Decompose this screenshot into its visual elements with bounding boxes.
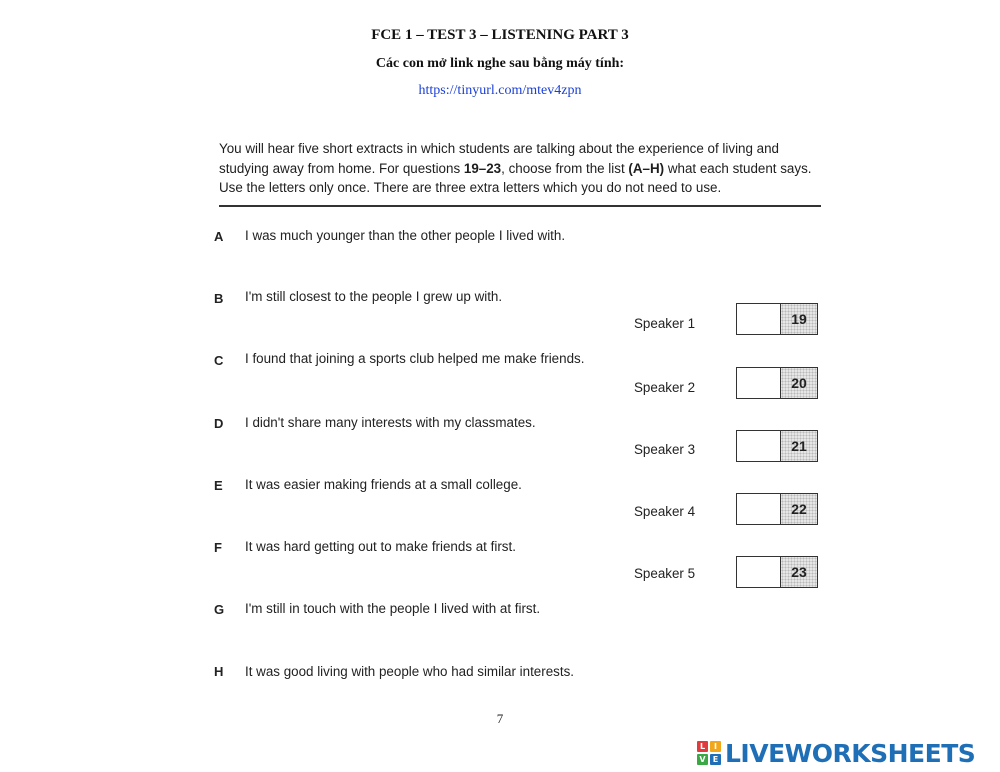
question-range: 19–23 [463, 160, 502, 176]
option-letter-h: H [214, 664, 224, 679]
option-letter-a: A [214, 229, 224, 244]
option-text-d: I didn't share many interests with my classmates. [245, 415, 536, 430]
answer-box-20 [736, 367, 818, 399]
question-number-19: 19 [781, 304, 817, 334]
answer-input-20[interactable] [737, 368, 781, 398]
instructions-text-3: what each student says. Use the letters only once. There are three extra letters which you do not need to use. [219, 160, 812, 195]
answer-box-21 [736, 430, 818, 462]
option-text-b: I'm still closest to the people I grew up with. [245, 289, 503, 304]
option-letter-g: G [214, 602, 225, 617]
audio-link[interactable]: https://tinyurl.com/mtev4zpn [418, 83, 582, 98]
answer-input-23[interactable] [737, 557, 781, 587]
option-letter-d: D [214, 416, 224, 431]
instructions [219, 139, 829, 198]
question-number-20: 20 [781, 368, 817, 398]
question-number-23: 23 [781, 557, 817, 587]
worksheet-title: FCE 1 – TEST 3 – LISTENING PART 3 [371, 27, 629, 43]
answer-box-19 [736, 303, 818, 335]
answer-input-19[interactable] [737, 304, 781, 334]
speaker-2-label: Speaker 2 [634, 380, 696, 395]
answer-box-22 [736, 493, 818, 525]
worksheet-subtitle: Các con mở link nghe sau bằng máy tính: [375, 56, 625, 71]
page-number: 7 [496, 711, 504, 726]
question-number-22: 22 [781, 494, 817, 524]
answer-input-22[interactable] [737, 494, 781, 524]
liveworksheets-name: LIVEWORKSHEETS [725, 738, 976, 768]
logo-letter-l: L [697, 741, 708, 752]
instructions-text-2: , choose from the list [501, 160, 629, 176]
speaker-5-label: Speaker 5 [634, 566, 696, 581]
answer-box-23 [736, 556, 818, 588]
speaker-4-label: Speaker 4 [634, 504, 696, 519]
option-text-a: I was much younger than the other people I lived with. [245, 228, 566, 243]
option-text-e: It was easier making friends at a small college. [245, 477, 522, 492]
logo-letter-e: E [710, 754, 721, 765]
divider-line [219, 205, 821, 207]
option-letter-b: B [214, 291, 224, 306]
speaker-1-label: Speaker 1 [634, 316, 696, 331]
option-text-f: It was hard getting out to make friends at first. [245, 539, 516, 554]
option-text-h: It was good living with people who had similar interests. [245, 664, 574, 679]
instructions-text-1: You will hear five short extracts in which students are talking about the experience of living and studying away from home. For questions [219, 141, 779, 176]
liveworksheets-brand [697, 738, 975, 768]
speaker-3-label: Speaker 3 [634, 442, 696, 457]
letter-range: (A–H) [628, 160, 665, 176]
liveworksheets-logo-icon [697, 741, 721, 765]
question-number-21: 21 [781, 431, 817, 461]
option-letter-f: F [214, 540, 222, 555]
answer-input-21[interactable] [737, 431, 781, 461]
option-letter-c: C [214, 353, 224, 368]
option-text-c: I found that joining a sports club helped me make friends. [245, 351, 585, 366]
option-text-g: I'm still in touch with the people I lived with at first. [245, 601, 541, 616]
logo-letter-i: I [710, 741, 721, 752]
option-letter-e: E [214, 478, 223, 493]
logo-letter-v: V [697, 754, 708, 765]
